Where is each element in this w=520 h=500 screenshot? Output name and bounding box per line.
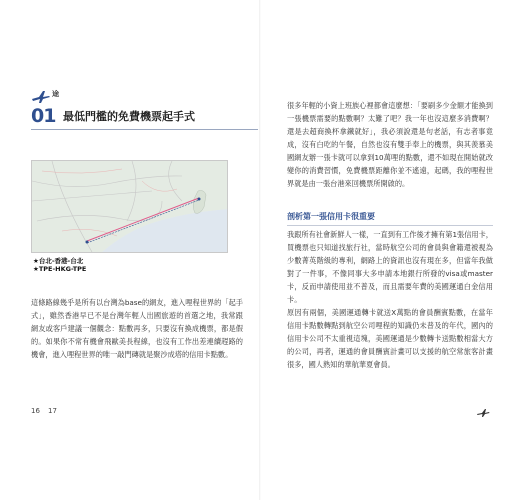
page-number-right: 17 xyxy=(48,407,57,415)
route-map xyxy=(31,160,228,253)
paragraph-3: 原因有兩個，美國運通轉卡就送X萬點的會員酬賓點數，在當年信用卡點數轉點到航空公司哩程的知識仍未普及的年代，國內的信用卡公司不太重視這塊，美國運通是少數轉卡送點數相當大方的公司，再者，運通的會員酬賓計畫可以支援的航空常旅客計畫很多，國人熟知的華航華夏會員。 xyxy=(287,308,493,369)
paragraph-2: 我跟所有社會新鮮人一樣，一直到有工作後才擁有第1張信用卡，買機票也只知道找旅行社，當時航空公司的會員與會籍還被視為少數菁英階級的專利，網路上的資訊也沒有現在多，但當年我做對了一件事，不像同事大多申請本地銀行所發的visa或master卡，反而申請使用並不普及，而且需要年費的美國運通白金信用卡。 xyxy=(287,230,493,304)
section-number: 01 xyxy=(31,105,56,127)
body-paragraph: 這條路線幾乎是所有以台灣為base的網友，進入哩程世界的「起手式」，雖然香港早已不是台灣年輕人出國旅遊的首選之地，我常跟網友或客戶建議一個觀念：點數再多，只要沒有換成機票，都是假的。如果你不常有機會飛歐美長程線，也沒有工作出差連續趕路的機會，進入哩程世界的唯一敲門磚就是聚沙成塔的信用卡點數。 xyxy=(31,298,243,359)
chapter-label: 途 xyxy=(52,90,59,98)
route-map-graphic xyxy=(32,161,227,252)
map-caption-english: ★TPE-HKG-TPE xyxy=(33,265,87,273)
airplane-icon xyxy=(31,90,51,104)
section-title: 最低門檻的免費機票起手式 xyxy=(63,110,195,123)
paragraph-1: 很多年輕的小資上班族心裡都會這麼想：「要刷多少金額才能換到一張機票需要的點數啊？太難了吧？我一年也沒這麼多消費啊？還是去超商換杯拿鐵就好」，我必須說還是句老話，有志者事竟成，沒有白吃的午餐，自然也沒有雙手奉上的機票，與其羨慕美國網友辦一張卡就可以拿到10萬哩的點數，還不如現在開始就改變你的消費習慣，免費機票距離你並不遙遠，起碼，我的哩程世界就是由一張台港來回機票所開啟的。 xyxy=(287,101,493,188)
page-number-left: 16 xyxy=(31,407,40,415)
map-caption-chinese: ★台北-香港-台北 xyxy=(33,257,84,265)
header-divider xyxy=(31,129,258,130)
section-heading: 剖析第一張信用卡很重要 xyxy=(287,212,375,221)
section-divider xyxy=(287,225,493,226)
airplane-icon xyxy=(476,408,490,418)
